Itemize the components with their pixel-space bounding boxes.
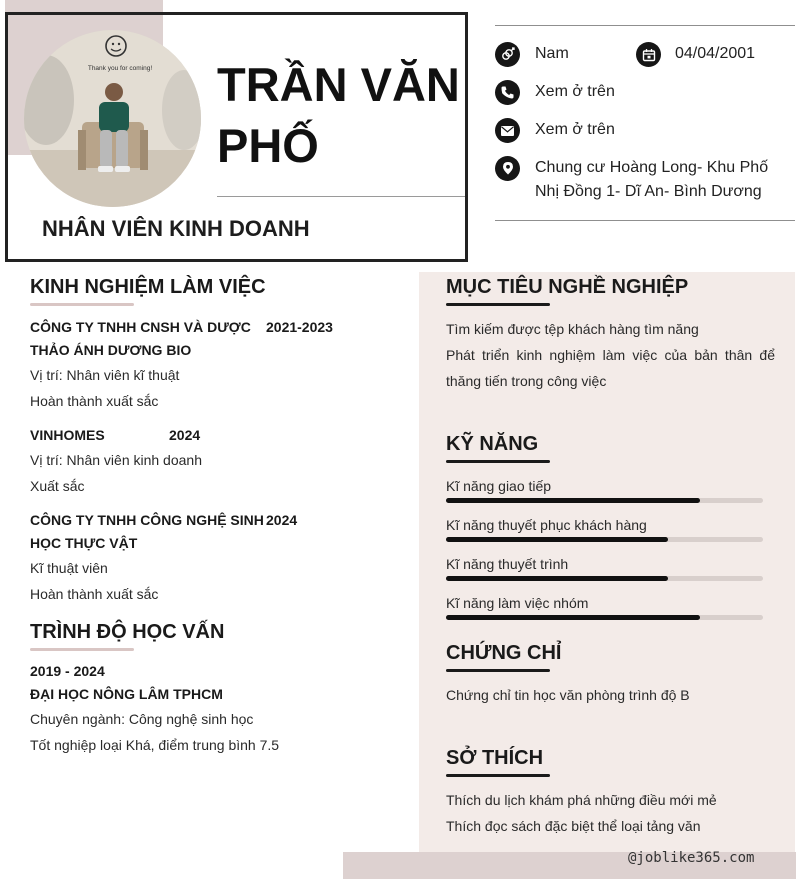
person-name — [217, 54, 462, 176]
address-line-1: Chung cư Hoàng Long- Khu Phố — [535, 159, 769, 176]
education-school: ĐẠI HỌC NÔNG LÂM TPHCM — [30, 686, 223, 702]
divider — [495, 220, 795, 221]
certificates-title: CHỨNG CHỈ — [446, 642, 562, 664]
address-line-2: Nhị Đồng 1- Dĩ An- Bình Dương — [535, 183, 762, 200]
experience-2-period: 2024 — [169, 427, 201, 443]
skill-1-level — [446, 498, 700, 503]
skill-3-label: Kĩ năng thuyết trình — [446, 556, 569, 572]
job-title: NHÂN VIÊN KINH DOANH — [42, 216, 310, 241]
experience-1-position: Vị trí: Nhân viên kĩ thuật — [30, 367, 180, 383]
email-icon — [495, 118, 520, 143]
email-value: Xem ở trên — [535, 121, 615, 138]
hobby-1: Thích du lịch khám phá những điều mới mẻ — [446, 792, 717, 808]
experience-2-company: VINHOMES — [30, 427, 105, 443]
gender-value: Nam — [535, 45, 569, 62]
skill-4-level — [446, 615, 700, 620]
skill-1-bar — [446, 498, 763, 503]
education-title: TRÌNH ĐỘ HỌC VẤN — [30, 621, 225, 643]
skill-2-label: Kĩ năng thuyết phục khách hàng — [446, 517, 647, 533]
hobbies-title: SỞ THÍCH — [446, 747, 544, 769]
education-period: 2019 - 2024 — [30, 663, 105, 679]
objective-line-3: thăng tiến trong công việc — [446, 373, 607, 389]
experience-3-company-line-2: HỌC THỰC VẬT — [30, 535, 138, 551]
avatar — [24, 30, 201, 207]
skill-2-bar — [446, 537, 763, 542]
experience-3-position: Kĩ thuật viên — [30, 560, 108, 576]
skill-4-bar — [446, 615, 763, 620]
phone-icon — [495, 80, 520, 105]
hobby-2: Thích đọc sách đặc biệt thể loại tảng văn — [446, 818, 701, 834]
objective-line-2: Phát triển kinh nghiệm làm việc của bản thân để — [446, 347, 775, 363]
experience-1-period: 2021-2023 — [266, 319, 333, 335]
section-underline — [446, 460, 550, 463]
skill-2-level — [446, 537, 668, 542]
skills-title: KỸ NĂNG — [446, 433, 539, 455]
name-line-2: PHỐ — [217, 119, 319, 172]
section-underline — [446, 774, 550, 777]
skill-3-bar — [446, 576, 763, 581]
skill-4-label: Kĩ năng làm việc nhóm — [446, 595, 589, 611]
name-line-1: TRẦN VĂN — [217, 58, 460, 111]
experience-2-position: Vị trí: Nhân viên kinh doanh — [30, 452, 202, 468]
education-grade: Tốt nghiệp loại Khá, điểm trung bình 7.5 — [30, 737, 280, 753]
experience-1-company-line-1: CÔNG TY TNHH CNSH VÀ DƯỢC — [30, 319, 251, 335]
phone-value: Xem ở trên — [535, 83, 615, 100]
education-major: Chuyên ngành: Công nghệ sinh học — [30, 711, 254, 727]
experience-3-period: 2024 — [266, 512, 298, 528]
experience-3-company-line-1: CÔNG TY TNHH CÔNG NGHỆ SINH — [30, 512, 264, 528]
experience-1-company-line-2: THẢO ÁNH DƯƠNG BIO — [30, 342, 192, 358]
objective-title: MỤC TIÊU NGHỀ NGHIỆP — [446, 276, 689, 298]
experience-title: KINH NGHIỆM LÀM VIỆC — [30, 276, 266, 298]
experience-3-result: Hoàn thành xuất sắc — [30, 586, 159, 602]
experience-1-result: Hoàn thành xuất sắc — [30, 393, 159, 409]
section-underline — [30, 303, 134, 306]
divider — [217, 196, 465, 197]
experience-2-result: Xuất sắc — [30, 478, 85, 494]
section-underline — [446, 303, 550, 306]
footer-handle: @joblike365.com — [628, 850, 755, 866]
certificate-item: Chứng chỉ tin học văn phòng trình độ B — [446, 687, 690, 703]
birthdate-value: 04/04/2001 — [675, 45, 756, 62]
gender-icon — [495, 42, 520, 67]
objective-line-1: Tìm kiếm được tệp khách hàng tìm năng — [446, 321, 699, 337]
skill-3-level — [446, 576, 668, 581]
photo-sign: Thank you for coming! — [87, 65, 153, 72]
divider — [495, 25, 795, 26]
skill-1-label: Kĩ năng giao tiếp — [446, 478, 552, 494]
calendar-icon — [636, 42, 661, 67]
location-icon — [495, 156, 520, 181]
section-underline — [30, 648, 134, 651]
section-underline — [446, 669, 550, 672]
